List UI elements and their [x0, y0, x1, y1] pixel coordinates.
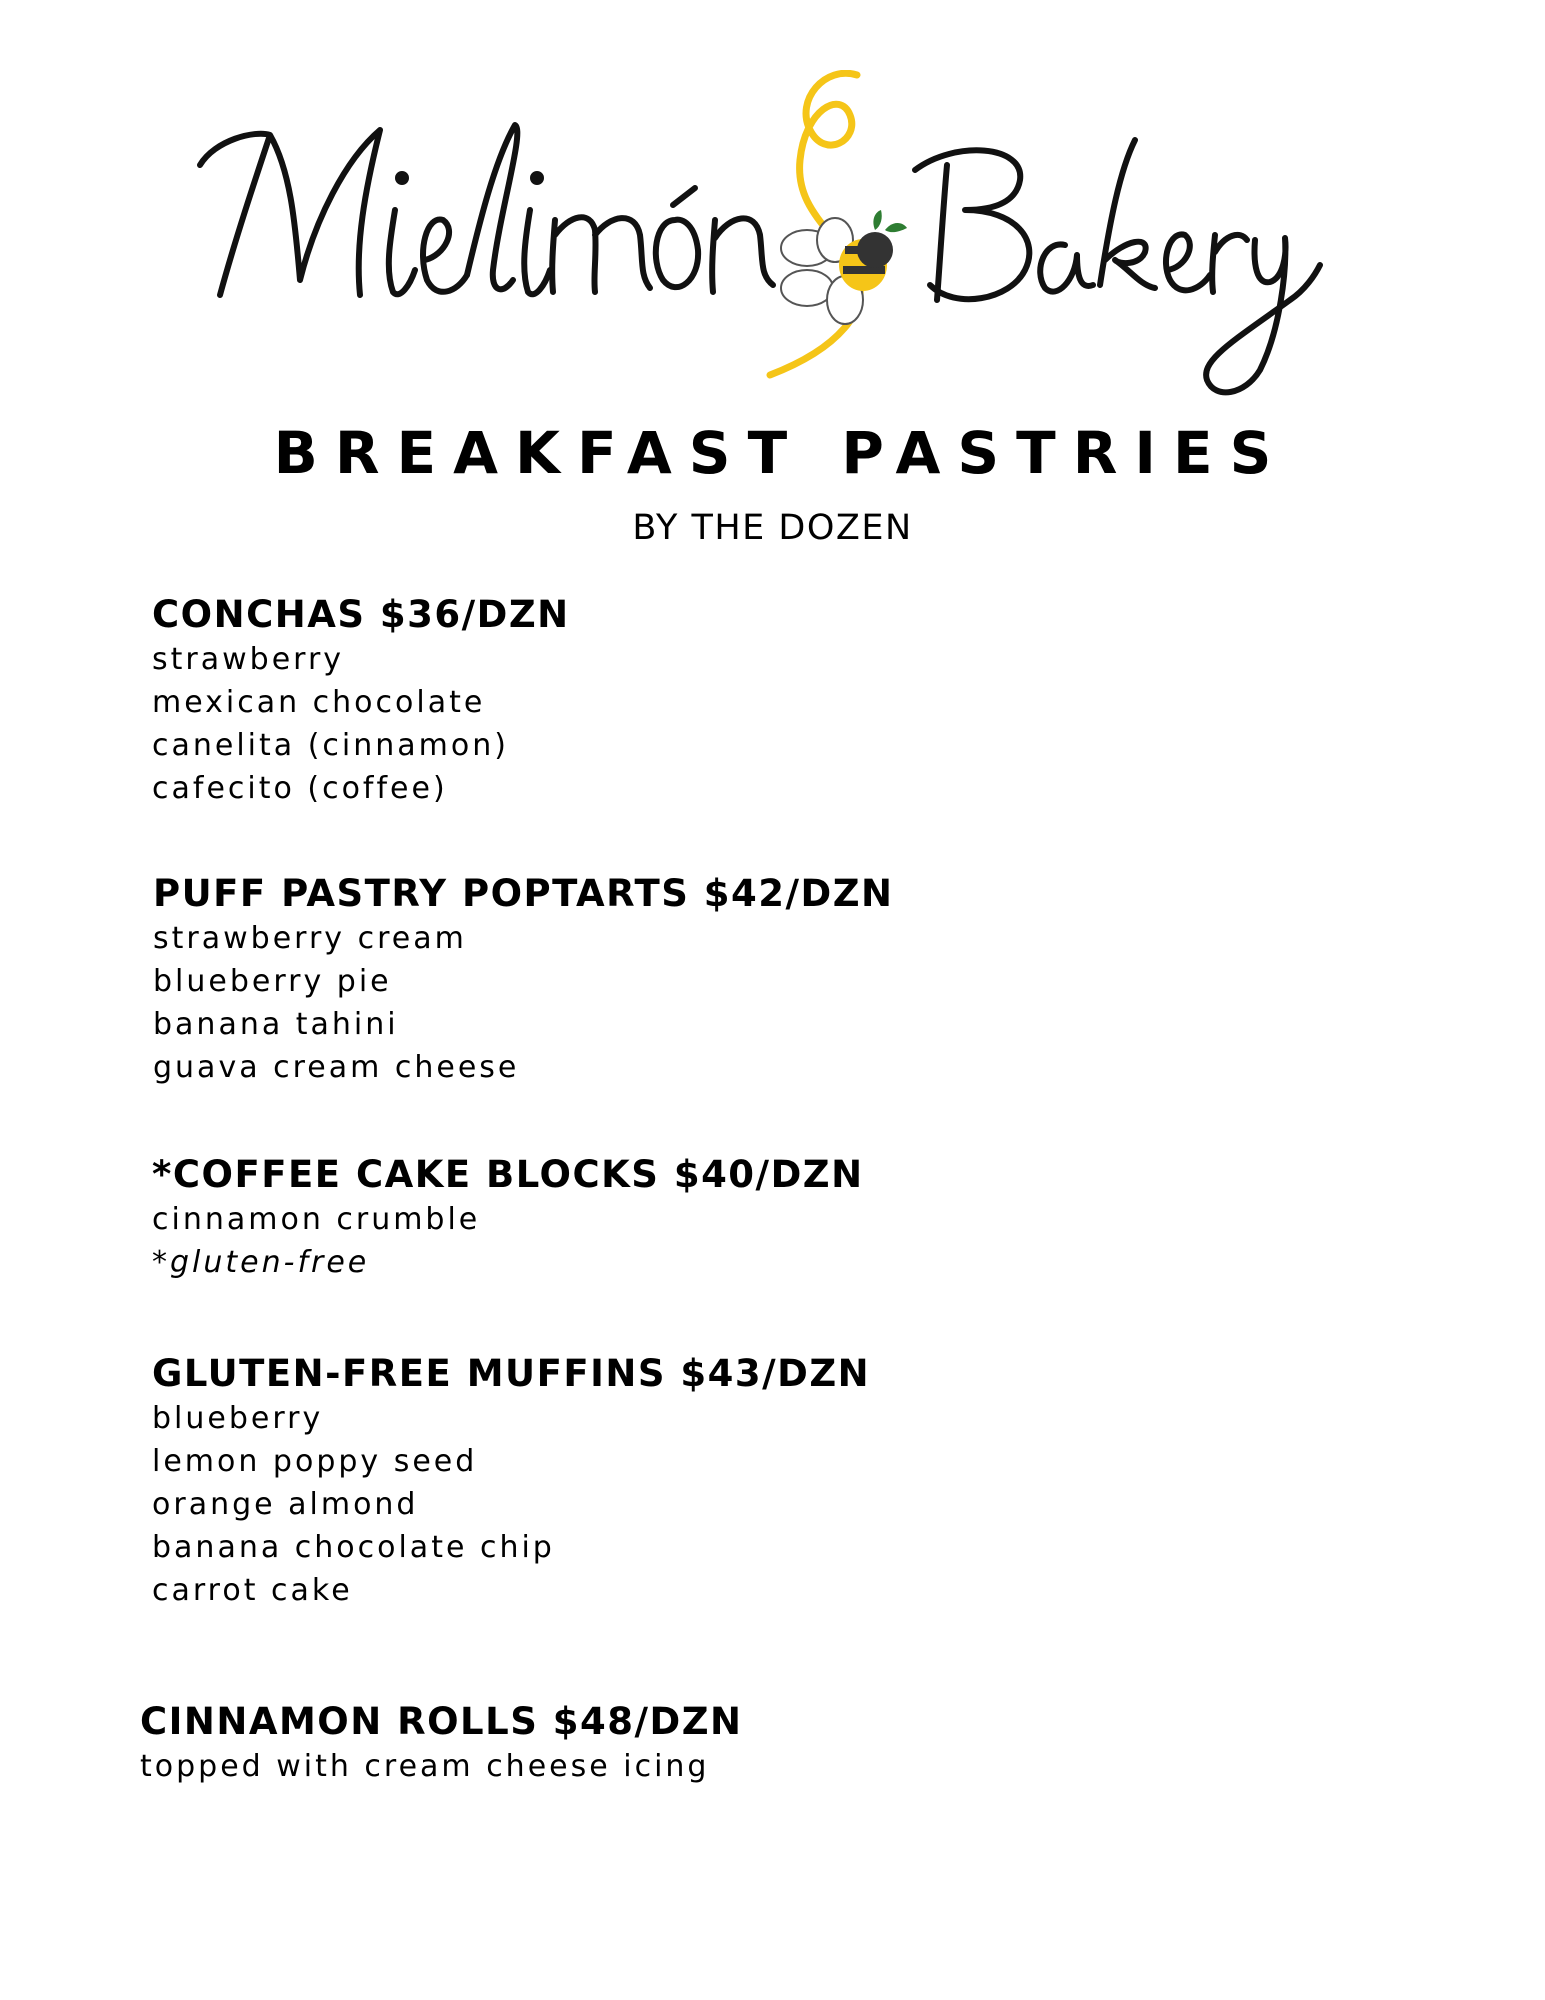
section-heading: CONCHAS $36/DZN	[152, 593, 570, 636]
note-text: gluten-free	[170, 1245, 370, 1280]
logo-word-mielimon	[200, 125, 773, 295]
menu-item: orange almond	[152, 1487, 419, 1522]
section-heading: PUFF PASTRY POPTARTS $42/DZN	[153, 872, 894, 915]
menu-item: strawberry	[152, 642, 345, 677]
menu-section-poptarts	[153, 871, 894, 1089]
page-subtitle: BY THE DOZEN	[632, 508, 913, 548]
menu-item: carrot cake	[152, 1573, 353, 1608]
menu-item: cinnamon crumble	[152, 1202, 481, 1237]
note-asterisk: *	[152, 1245, 170, 1280]
menu-item: lemon poppy seed	[152, 1444, 478, 1479]
gluten-free-note	[152, 1241, 864, 1284]
logo-bee-flower	[781, 210, 907, 324]
section-heading: GLUTEN-FREE MUFFINS $43/DZN	[152, 1352, 871, 1395]
menu-item: blueberry	[152, 1401, 324, 1436]
menu-item: cafecito (coffee)	[152, 771, 448, 806]
menu-section-conchas	[152, 592, 570, 810]
section-heading: CINNAMON ROLLS $48/DZN	[140, 1700, 743, 1743]
menu-item: guava cream cheese	[153, 1050, 520, 1085]
menu-item: canelita (cinnamon)	[152, 728, 509, 763]
menu-item: blueberry pie	[153, 964, 392, 999]
menu-section-muffins	[152, 1351, 870, 1612]
logo-word-bakery	[915, 140, 1320, 392]
menu-section-coffee-cake	[152, 1152, 864, 1284]
menu-item: banana chocolate chip	[152, 1530, 555, 1565]
menu-item: strawberry cream	[153, 921, 467, 956]
menu-item: mexican chocolate	[152, 685, 486, 720]
page-title: BREAKFAST PASTRIES	[273, 419, 1289, 487]
bakery-logo	[195, 70, 1355, 420]
menu-section-cinnamon-rolls	[140, 1699, 743, 1788]
section-heading: *COFFEE CAKE BLOCKS $40/DZN	[152, 1153, 864, 1196]
menu-item: banana tahini	[153, 1007, 399, 1042]
menu-item: topped with cream cheese icing	[140, 1749, 710, 1784]
